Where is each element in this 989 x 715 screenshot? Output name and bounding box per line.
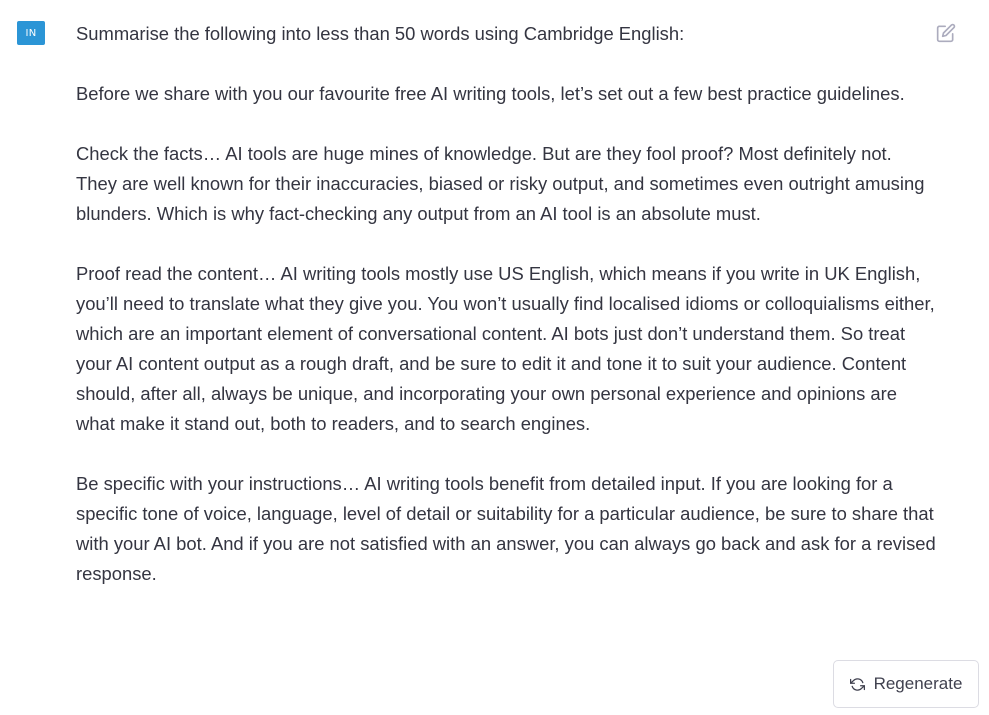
message-paragraph: Before we share with you our favourite free AI writing tools, let’s set out a few best practice guidelines. <box>76 83 905 104</box>
message-content <box>76 19 936 619</box>
message-paragraph: Be specific with your instructions… AI writing tools benefit from detailed input. If you are looking for a specific tone of voice, language, level of detail or suitability for a particular audience, be sure to share that with your AI bot. And if you are not satisfied with an answer, you can always go back and ask for a revised response. <box>76 473 936 584</box>
edit-message-button[interactable] <box>935 22 957 44</box>
edit-icon <box>936 23 956 43</box>
refresh-icon <box>850 676 866 692</box>
regenerate-label: Regenerate <box>873 674 963 693</box>
user-avatar: IN <box>17 21 45 45</box>
message-paragraph: Summarise the following into less than 50 words using Cambridge English: <box>76 23 685 44</box>
message-paragraph: Check the facts… AI tools are huge mines of knowledge. But are they fool proof? Most definitely not. They are well known for their inaccuracies, biased or risky output, and sometimes even outright amusing blunders. Which is why fact-checking any output from an AI tool is an absolute must. <box>76 143 925 224</box>
regenerate-button[interactable] <box>833 660 979 708</box>
message-paragraph: Proof read the content… AI writing tools mostly use US English, which means if you write in UK English, you’ll need to translate what they give you. You won’t usually find localised idioms or colloquialisms either, which are an important element of conversational content. AI bots just don’t understand them. So treat your AI content output as a rough draft, and be sure to edit it and tone it to suit your audience. Content should, after all, always be unique, and incorporating your own personal experience and opinions are what make it stand out, both to readers, and to search engines. <box>76 263 935 434</box>
